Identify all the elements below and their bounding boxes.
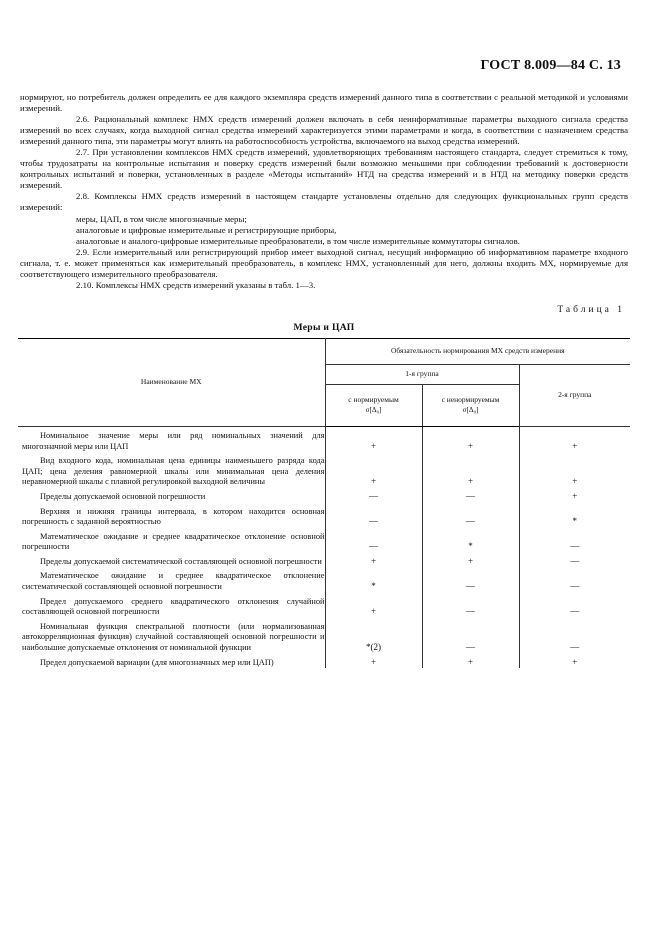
row-name: Предел допускаемого среднего квадратического отклонения случайной составляющей основной погрешности: [22, 596, 325, 617]
table-row: [18, 488, 630, 503]
row-group1-with: *: [325, 567, 422, 592]
row-name: Номинальная функция спектральной плотности (или нормализованная автокорреляционная функция) случайной составляющей основной погрешности и наибольшие допускаемые отклонения от номинальной функции: [22, 621, 325, 653]
header-group1: 1-я группа: [325, 364, 519, 384]
row-name: Верхняя и нижняя границы интервала, в котором находится основная погрешность с заданной вероятностью: [22, 506, 325, 527]
header-obligation: Обязательность нормирования МХ средств измерения: [325, 338, 630, 364]
list-item-instruments: аналоговые и цифровые измерительные и регистрирующие приборы,: [76, 224, 337, 235]
row-name: Математическое ожидание и среднее квадратическое отклонение основной погрешности: [22, 531, 325, 552]
table-row: [18, 528, 630, 553]
row-group1-with: +: [325, 593, 422, 618]
paragraph-2-10: 2.10. Комплексы НМХ средств измерений указаны в табл. 1—3.: [76, 279, 316, 290]
row-group1-without: +: [422, 452, 519, 488]
document-body: [20, 92, 628, 668]
row-group2: —: [519, 618, 630, 654]
table-row: [18, 618, 630, 654]
row-group2: +: [519, 426, 630, 452]
table-label: Таблица 1: [557, 304, 625, 315]
paragraph: нормируют, но потребитель должен определить ее для каждого экземпляра средств измерений данного типа в соответствии с реальной методикой и условиями измерений.: [20, 92, 628, 114]
row-group1-with: +: [325, 654, 422, 669]
table-title: Меры и ЦАП: [293, 321, 355, 333]
row-group1-with: +: [325, 452, 422, 488]
paragraph-2-9: 2.9. Если измерительный или регистрирующий прибор имеет выходной сигнал, несущий информацию об информативном параметре входного сигнала, т. е. может применяться как измерительный преобразователь, в комплекс НМХ, установленный для него, должны входить МХ, нормируемые для соответствующего измерительного преобразователя.: [20, 246, 628, 279]
paragraph-2-8: 2.8. Комплексы НМХ средств измерений в настоящем стандарте установлены отдельно для следующих функциональных групп средств измерений:: [20, 191, 628, 213]
row-group2: —: [519, 528, 630, 553]
table-row: [18, 593, 630, 618]
header-group1-with: [325, 384, 422, 426]
table-caption: [20, 305, 628, 333]
row-name: Вид входного кода, номинальная цена единицы наименьшего разряда кода ЦАП; цена деления равномерной шкалы или минимальная цена деления неравномерной шкалы с плавной регулировкой выходной величины: [22, 456, 325, 487]
row-group2: —: [519, 593, 630, 618]
table-row: [18, 553, 630, 568]
paragraph-2-7: 2.7. При установлении комплексов НМХ средств измерений, удовлетворяющих требованиям настоящего стандарта, следует стремиться к тому, чтобы трудозатраты на контрольные испытания и поверку средств измерений были возможно меньшими при соблюдении требований к достоверности контрольных испытаний и поверки, установленных в разделе «Методы испытаний» НТД на средства измерений и в НТД на методику поверки средств измерений.: [20, 147, 628, 191]
table-row: [18, 654, 630, 669]
row-group1-with: —: [325, 528, 422, 553]
row-group2: +: [519, 452, 630, 488]
table-row: [18, 452, 630, 488]
header-group1-with-label: с нормируемым: [348, 394, 399, 404]
row-group2: +: [519, 654, 630, 669]
table-row: [18, 426, 630, 452]
header-group1-with-symbol: σ[Δ₀]: [365, 406, 382, 415]
row-name: Математическое ожидание и среднее квадратическое отклонение систематической составляющей основной погрешности: [22, 571, 325, 592]
row-name: Пределы допускаемой систематической составляющей основной погрешности: [40, 556, 322, 566]
row-group2: —: [519, 567, 630, 592]
header-name: Наименование МХ: [18, 338, 325, 426]
row-group1-without: +: [422, 426, 519, 452]
row-group1-without: +: [422, 553, 519, 568]
header-group1-without-symbol: σ[Δ₀]: [462, 406, 479, 415]
row-group1-without: —: [422, 488, 519, 503]
row-group1-with: —: [325, 488, 422, 503]
row-group2: —: [519, 553, 630, 568]
row-group1-without: +: [422, 654, 519, 669]
row-group1-without: —: [422, 593, 519, 618]
row-group1-with: —: [325, 503, 422, 528]
row-group2: *: [519, 503, 630, 528]
page-header: ГОСТ 8.009—84 С. 13: [480, 58, 621, 73]
list-item-converters: аналоговые и аналого-цифровые измерительные преобразователи, в том числе измерительные коммутаторы сигналов.: [76, 235, 520, 246]
row-group1-without: —: [422, 618, 519, 654]
row-name: Пределы допускаемой основной погрешности: [40, 491, 206, 501]
mx-table: [18, 338, 630, 668]
header-group2: 2-я группа: [519, 364, 630, 426]
row-group1-with: *(2): [325, 618, 422, 654]
table-row: [18, 567, 630, 592]
row-group1-without: *: [422, 528, 519, 553]
row-name: Номинальное значение меры или ряд номинальных значений для многозначной меры или ЦАП: [22, 430, 325, 451]
table-row: [18, 503, 630, 528]
paragraph-2-6: 2.6. Рациональный комплекс НМХ средств измерений должен включать в себя неинформативные параметры выходного сигнала средства измерений во всех случаях, когда выходной сигнал средства измерений характеризуется этими параметрами и когда, в соответствии с назначением средства измерений данного типа, эти параметры могут влиять на работоспособность устройства, включаемого на выход средства измерений.: [20, 114, 628, 147]
header-group1-without: [422, 384, 519, 426]
row-group1-without: —: [422, 567, 519, 592]
row-name: Предел допускаемой вариации (для многозначных мер или ЦАП): [40, 657, 274, 667]
row-group1-with: +: [325, 553, 422, 568]
list-item-measures: меры, ЦАП, в том числе многозначные меры;: [76, 213, 247, 224]
row-group1-without: —: [422, 503, 519, 528]
row-group1-with: +: [325, 426, 422, 452]
row-group2: +: [519, 488, 630, 503]
header-group1-without-label: с ненормируемым: [441, 394, 500, 404]
